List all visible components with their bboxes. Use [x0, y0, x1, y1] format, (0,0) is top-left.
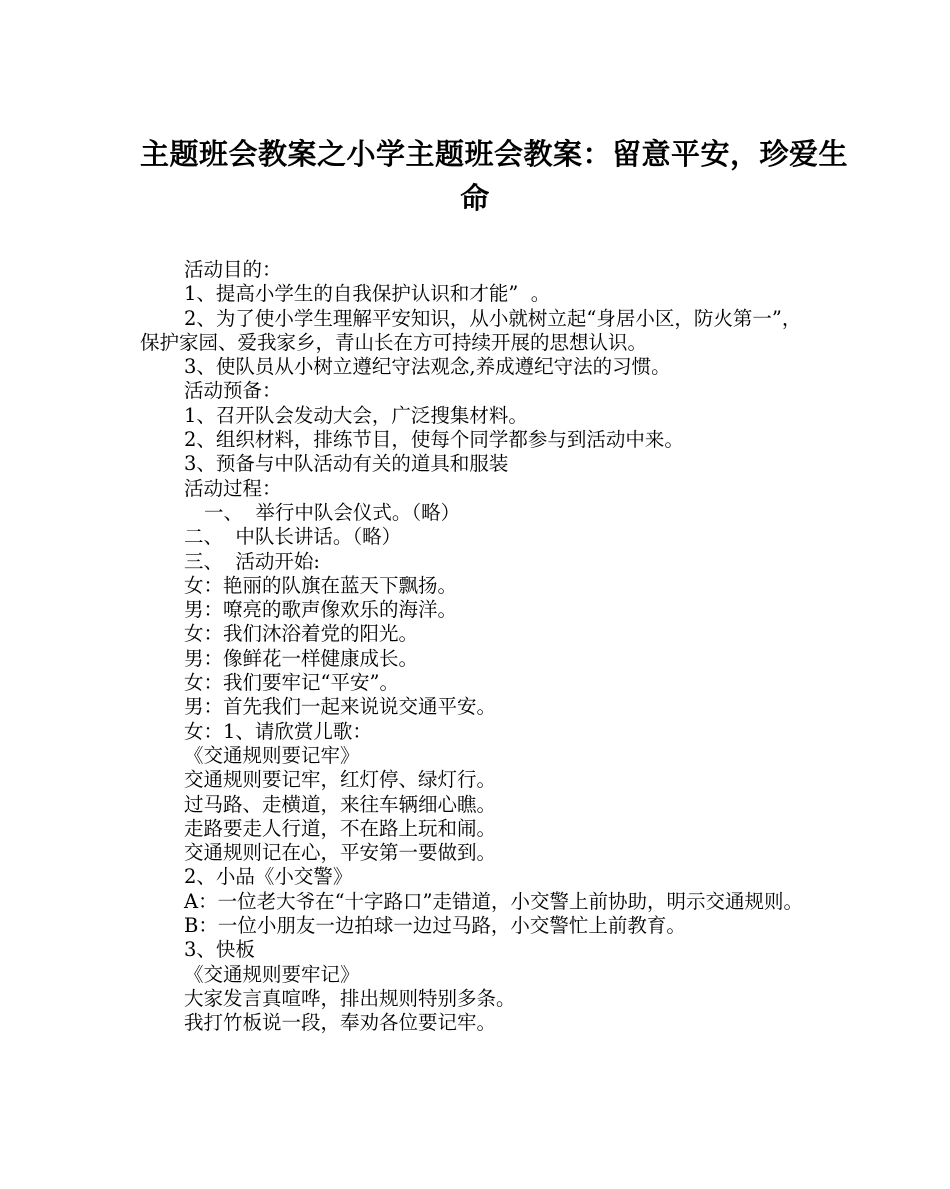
paragraph: 活动过程：	[184, 476, 282, 500]
paragraph: 1、召开队会发动大会，广泛搜集材料。	[184, 403, 528, 427]
paragraph: 三、 活动开始:	[184, 549, 320, 573]
paragraph: 《交通规则要牢记》	[184, 962, 360, 986]
paragraph: 《交通规则要记牢》	[184, 743, 360, 767]
paragraph: A：一位老大爷在“十字路口”走错道，小交警上前协助，明示交通规则。	[184, 889, 804, 913]
title-line-1: 主题班会教案之小学主题班会教案：留意平安，珍爱生	[140, 137, 849, 171]
paragraph: B：一位小朋友一边拍球一边过马路，小交警忙上前教育。	[184, 914, 686, 938]
paragraph: 2、小品《小交警》	[184, 865, 353, 889]
page-title	[140, 132, 849, 220]
paragraph: 3、预备与中队活动有关的道具和服装	[184, 452, 509, 476]
paragraph: 交通规则要记牢，红灯停、绿灯行。	[184, 768, 497, 792]
paragraph: 过马路、走横道，来往车辆细心瞧。	[184, 792, 497, 816]
paragraph: 活动目的：	[184, 258, 282, 281]
paragraph: 男：嘹亮的歌声像欢乐的海洋。	[184, 598, 458, 622]
paragraph: 女：我们要牢记“平安”。	[184, 671, 399, 695]
paragraph: 女：1、请欣赏儿歌：	[184, 719, 372, 743]
paragraph: 3、使队员从小树立遵纪守法观念,养成遵纪守法的习惯。	[184, 355, 671, 379]
paragraph: 走路要走人行道，不在路上玩和闹。	[184, 816, 497, 840]
paragraph: 交通规则记在心，平安第一要做到。	[184, 841, 497, 865]
paragraph: 一、 举行中队会仪式。（略）	[204, 500, 461, 524]
paragraph: 我打竹板说一段，奉劝各位要记牢。	[184, 1011, 497, 1035]
paragraph: 男：像鲜花一样健康成长。	[184, 646, 419, 670]
paragraph: 大家发言真喧哗，排出规则特别多条。	[184, 986, 516, 1010]
paragraph: 1、提高小学生的自我保护认识和才能” 。	[184, 282, 551, 306]
paragraph: 3、快板	[184, 938, 255, 962]
paragraph: 2、组织材料，排练节目，使每个同学都参与到活动中来。	[184, 428, 684, 452]
paragraph: 2、为了使小学生理解平安知识，从小就树立起“身居小区，防火第一”，保护家园、爱我家乡，青山长在方可持续开展的思想认识。	[140, 306, 802, 354]
paragraph: 男：首先我们一起来说说交通平安。	[184, 695, 497, 719]
paragraph: 二、 中队长讲话。（略）	[184, 525, 402, 549]
paragraph: 女：艳丽的队旗在蓝天下飘扬。	[184, 573, 458, 597]
paragraph: 女：我们沐浴着党的阳光。	[184, 622, 419, 646]
document-body	[140, 258, 810, 1036]
paragraph: 活动预备：	[184, 379, 282, 403]
title-line-2: 命	[460, 181, 490, 215]
